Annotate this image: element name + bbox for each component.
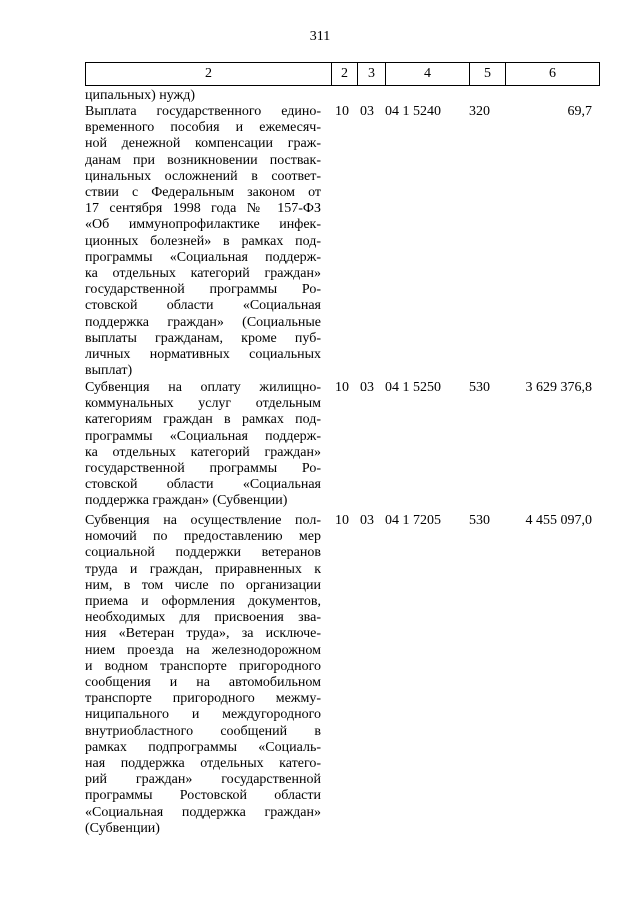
page-number: 311 xyxy=(309,29,331,44)
table-header xyxy=(85,62,600,86)
header-cell: 5 xyxy=(470,63,506,86)
description-line: «Социальная поддержка граждан» xyxy=(85,804,321,820)
description-line: личных нормативных социальных xyxy=(85,347,321,363)
description-line: государственной программы Ро- xyxy=(85,461,321,477)
continuation-text: ципальных) нужд) xyxy=(85,88,196,103)
cell-c2: 10 xyxy=(335,380,349,395)
cell-c2: 10 xyxy=(335,513,349,528)
description-line: необходимых для присвоения зва- xyxy=(85,610,321,626)
description-line: стовской области «Социальная xyxy=(85,298,321,314)
description-line: ним, в том числе по организации xyxy=(85,577,321,593)
description-line: Субвенция на оплату жилищно- xyxy=(85,380,321,395)
row-description xyxy=(85,104,321,379)
description-line: рамках подпрограммы «Социаль- xyxy=(85,739,321,755)
description-line: нием проезда на железнодорожном xyxy=(85,642,321,658)
description-line: выплаты гражданам, кроме пуб- xyxy=(85,330,321,346)
cell-c3: 03 xyxy=(360,104,374,119)
description-line: внутриобластного сообщений в xyxy=(85,723,321,739)
cell-c5: 320 xyxy=(469,104,490,119)
description-line: программы Ростовской области xyxy=(85,788,321,804)
description-line: Субвенция на осуществление пол- xyxy=(85,513,321,528)
cell-c4: 04 1 7205 xyxy=(385,513,441,528)
description-line: и водном транспорте пригородного xyxy=(85,658,321,674)
cell-c6: 4 455 097,0 xyxy=(525,513,592,528)
cell-c3: 03 xyxy=(360,380,374,395)
cell-c3: 03 xyxy=(360,513,374,528)
description-line: коммунальных услуг отдельным xyxy=(85,396,321,412)
cell-c4: 04 1 5240 xyxy=(385,104,441,119)
description-line: временного пособия и ежемесяч- xyxy=(85,120,321,136)
description-line: ствии с Федеральным законом от xyxy=(85,185,321,201)
row-description xyxy=(85,380,321,510)
cell-c6: 3 629 376,8 xyxy=(525,380,592,395)
header-cell: 6 xyxy=(506,63,600,86)
description-line: поддержка граждан» (Субвенции) xyxy=(85,493,288,509)
description-line: ка отдельных категорий граждан» xyxy=(85,266,321,282)
description-line: приема и оформления документов, xyxy=(85,594,321,610)
description-line: рий граждан» государственной xyxy=(85,772,321,788)
header-cell: 3 xyxy=(358,63,386,86)
description-line: ной денежной компенсации граж- xyxy=(85,136,321,152)
row-description xyxy=(85,513,321,837)
description-line: 17 сентября 1998 года № 157-ФЗ xyxy=(85,201,321,217)
description-line: выплат) xyxy=(85,363,133,379)
header-cell: 2 xyxy=(332,63,358,86)
description-line: программы «Социальная поддерж- xyxy=(85,249,321,265)
description-line: социальной поддержки ветеранов xyxy=(85,545,321,561)
cell-c2: 10 xyxy=(335,104,349,119)
description-line: категориям граждан в рамках под- xyxy=(85,412,321,428)
description-line: ка отдельных категорий граждан» xyxy=(85,444,321,460)
cell-c4: 04 1 5250 xyxy=(385,380,441,395)
description-line: (Субвенции) xyxy=(85,820,160,836)
description-line: поддержка граждан» (Социальные xyxy=(85,314,321,330)
description-line: цинальных осложнений в соответ- xyxy=(85,168,321,184)
description-line: труда и граждан, приравненных к xyxy=(85,561,321,577)
description-line: «Об иммунопрофилактике инфек- xyxy=(85,217,321,233)
description-line: Выплата государственного едино- xyxy=(85,104,321,119)
description-line: номочий по предоставлению мер xyxy=(85,529,321,545)
description-line: транспорте пригородного межму- xyxy=(85,691,321,707)
description-line: ниципального и междугородного xyxy=(85,707,321,723)
header-cell: 2 xyxy=(86,63,332,86)
cell-c6: 69,7 xyxy=(567,104,592,119)
cell-c5: 530 xyxy=(469,513,490,528)
description-line: программы «Социальная поддерж- xyxy=(85,428,321,444)
description-line: государственной программы Ро- xyxy=(85,282,321,298)
description-line: стовской области «Социальная xyxy=(85,477,321,493)
description-line: данам при возникновении поствак- xyxy=(85,152,321,168)
description-line: ния «Ветеран труда», за исключе- xyxy=(85,626,321,642)
description-line: сообщения и на автомобильном xyxy=(85,675,321,691)
header-cell: 4 xyxy=(386,63,470,86)
description-line: ная поддержка отдельных катего- xyxy=(85,756,321,772)
description-line: ционных болезней» в рамках под- xyxy=(85,233,321,249)
cell-c5: 530 xyxy=(469,380,490,395)
